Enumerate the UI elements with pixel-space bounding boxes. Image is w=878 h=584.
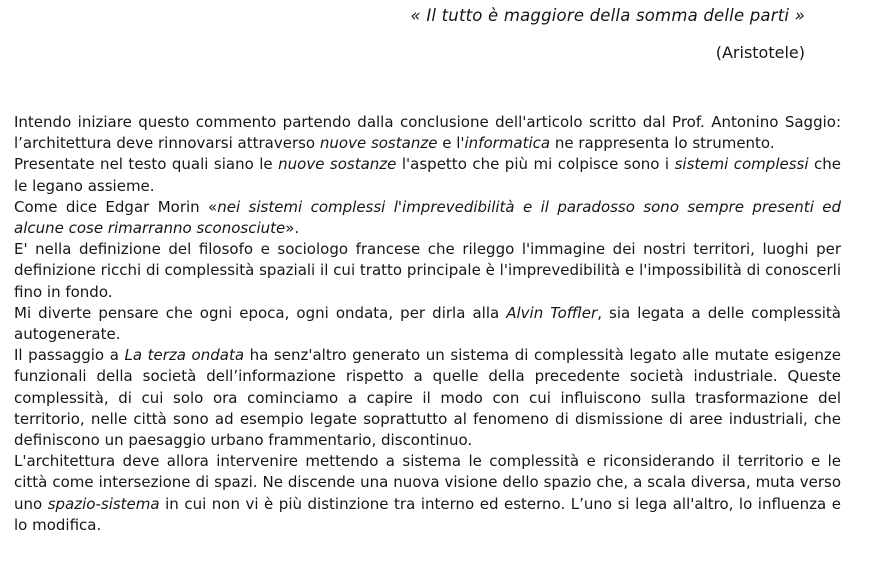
body-text: ha senz'altro generato un sistema di complessità legato alle mutate esigenze funzionali della società dell’informazione rispetto a quelle della precedente società industriale. Queste complessità, di cui solo ora cominciamo a capire il modo con cui influiscono sulla trasformazione del territorio, nelle città sono ad esempio legate soprattutto al fenomeno di dismissione di aree industriali, che definiscono un paesaggio urbano frammentario, discontinuo. bbox=[14, 346, 841, 450]
emphasized-text: nei sistemi complessi l'imprevedibilità e il paradosso sono sempre presenti ed alcune cose rimarranno sconosciute bbox=[14, 197, 841, 238]
body-text: che le legano assieme. bbox=[14, 155, 841, 195]
body-text: ne rappresenta lo strumento. bbox=[550, 134, 775, 153]
body-text: Intendo iniziare questo commento partendo dalla conclusione dell'articolo scritto dal Prof. Antonino Saggio: l’architettura deve rinnovarsi attraverso bbox=[14, 113, 841, 153]
paragraph bbox=[14, 112, 841, 154]
body-text: l'aspetto che più mi colpisce sono i bbox=[396, 155, 675, 174]
emphasized-text: nuove sostanze bbox=[278, 155, 397, 174]
body-text: ». bbox=[285, 219, 300, 238]
paragraph bbox=[14, 345, 841, 451]
epigraph-attribution: (Aristotele) bbox=[715, 43, 805, 62]
emphasized-text: sistemi complessi bbox=[674, 155, 809, 174]
emphasized-text: Alvin Toffler bbox=[506, 303, 598, 322]
body-text: in cui non vi è più distinzione tra interno ed esterno. L’uno si lega all'altro, lo influenza e lo modifica. bbox=[14, 494, 841, 534]
paragraph bbox=[14, 239, 841, 303]
paragraph bbox=[14, 303, 841, 345]
paragraph bbox=[14, 154, 841, 196]
body-text: , sia legata a delle complessità autogenerate. bbox=[14, 303, 841, 344]
body-text: Come dice Edgar Morin « bbox=[14, 197, 218, 216]
paragraph bbox=[14, 451, 841, 536]
emphasized-text: nuove sostanze bbox=[319, 134, 438, 153]
epigraph bbox=[0, 5, 805, 63]
body-text: Presentate nel testo quali siano le bbox=[14, 155, 279, 174]
body-text: e l' bbox=[437, 134, 465, 153]
emphasized-text: La terza ondata bbox=[124, 346, 245, 365]
body-text: L'architettura deve allora intervenire mettendo a sistema le complessità e riconsiderando il territorio e le città come intersezione di spazi. Ne discende una nuova visione dello spazio che, a scala diversa, muta verso uno bbox=[14, 452, 841, 513]
emphasized-text: informatica bbox=[464, 134, 551, 153]
body-text: Il passaggio a bbox=[14, 346, 125, 365]
epigraph-quote: « Il tutto è maggiore della somma delle parti » bbox=[410, 6, 805, 25]
document-body bbox=[14, 112, 841, 536]
emphasized-text: spazio-sistema bbox=[47, 494, 160, 513]
paragraph bbox=[14, 197, 841, 239]
body-text: E' nella definizione del filosofo e sociologo francese che rileggo l'immagine dei nostri territori, luoghi per definizione ricchi di complessità spaziali il cui tratto principale è l'imprevedibilità e l'impossibilità di conoscerli fino in fondo. bbox=[14, 240, 841, 301]
body-text: Mi diverte pensare che ogni epoca, ogni ondata, per dirla alla bbox=[14, 303, 507, 322]
